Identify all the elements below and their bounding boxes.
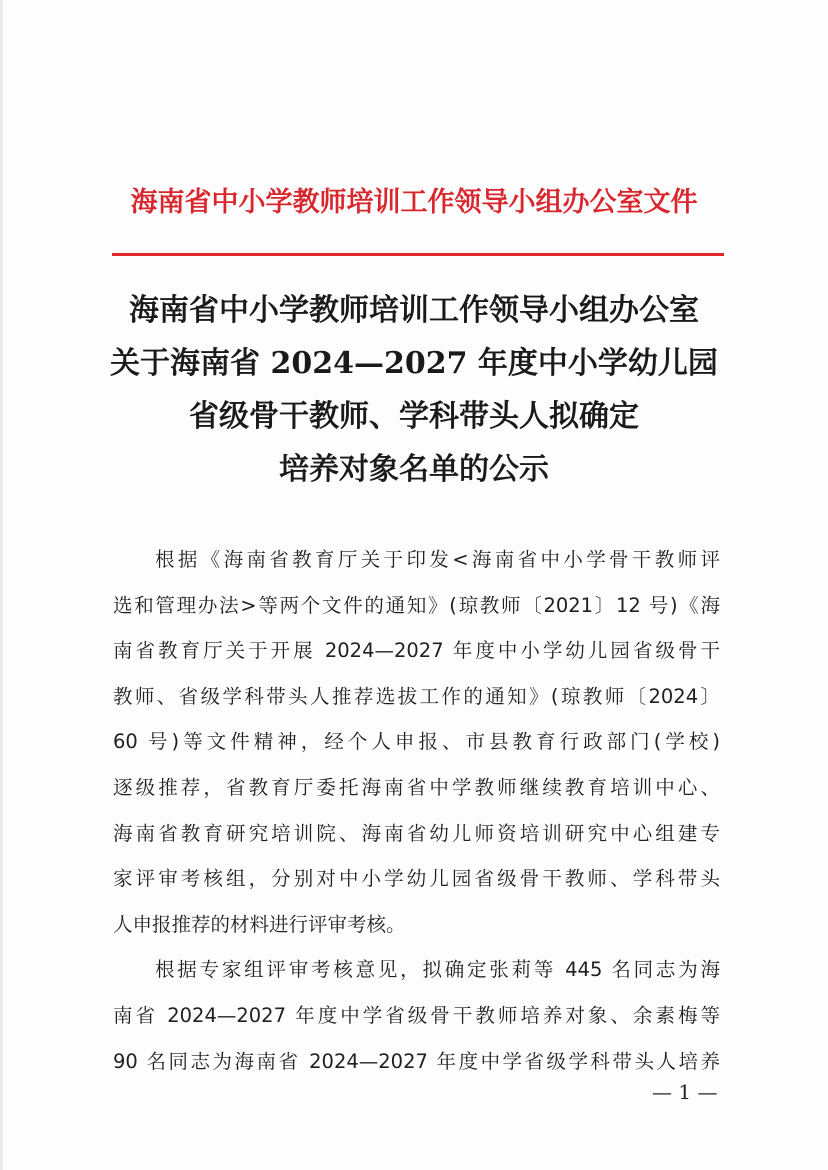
document-title	[80, 284, 748, 496]
title-line-3: 省级骨干教师、学科带头人拟确定	[189, 399, 639, 434]
body-line: 南省 2024—2027 年度中学省级骨干教师培养对象、余素梅等	[113, 1003, 720, 1027]
body-line: 南省教育厅关于开展 2024—2027 年度中小学幼儿园省级骨干	[113, 639, 720, 663]
body-line: 90 名同志为海南省 2024—2027 年度中学省级学科带头人培养	[113, 1049, 720, 1073]
paragraph-2	[113, 947, 720, 1084]
body-line: 根据《海南省教育厅关于印发<海南省中小学骨干教师评	[155, 548, 720, 571]
page-edge	[0, 0, 3, 1170]
body-line: 家评审考核组，分别对中小学幼儿园省级骨干教师、学科带头	[113, 867, 720, 891]
body-line: 逐级推荐，省教育厅委托海南省中学教师继续教育培训中心、	[113, 775, 720, 799]
document-body	[113, 537, 720, 1084]
page-number: — 1 —	[652, 1080, 718, 1104]
body-line: 60 号)等文件精神，经个人申报、市县教育行政部门(学校)	[113, 730, 720, 754]
body-line: 海南省教育研究培训院、海南省幼儿师资培训研究中心组建专	[113, 821, 720, 845]
title-line-1: 海南省中小学教师培训工作领导小组办公室	[129, 293, 699, 328]
body-line: 选和管理办法>等两个文件的通知》(琼教师〔2021〕12 号)《海	[113, 593, 720, 617]
title-line-4: 培养对象名单的公示	[279, 452, 549, 487]
title-line-2: 关于海南省 2024—2027 年度中小学幼儿园	[110, 346, 718, 381]
paragraph-1	[113, 537, 720, 947]
body-line: 人申报推荐的材料进行评审考核。	[113, 912, 406, 936]
red-letterhead: 海南省中小学教师培训工作领导小组办公室文件	[130, 187, 698, 218]
body-line: 教师、省级学科带头人推荐选拔工作的通知》(琼教师〔2024〕	[113, 684, 720, 708]
red-divider-line	[112, 253, 724, 256]
body-line: 根据专家组评审考核意见，拟确定张莉等 445 名同志为海	[155, 958, 720, 982]
